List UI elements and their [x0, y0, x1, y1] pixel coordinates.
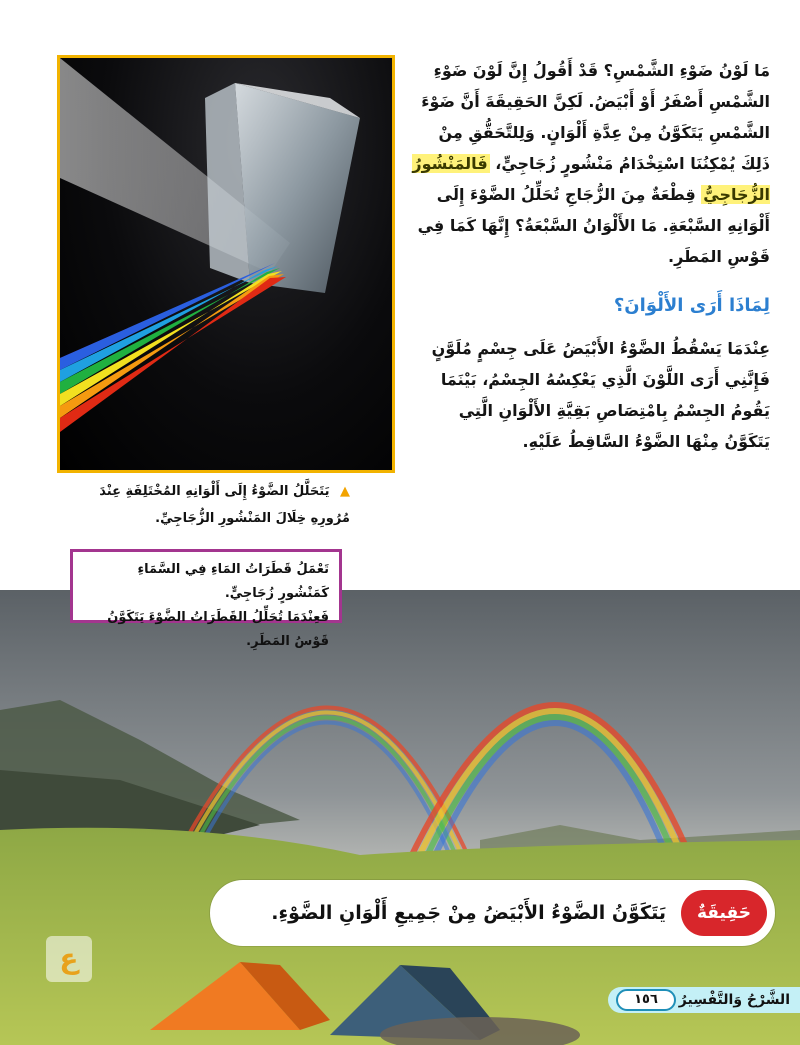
section-heading: لِمَاذَا أَرَى الأَلْوَانَ؟ — [613, 295, 770, 316]
prism-photo — [57, 55, 395, 473]
page-number: ١٥٦ — [616, 989, 676, 1011]
prism-illustration — [60, 58, 392, 470]
paragraph-prism-part2: قِطْعَةٌ مِنَ الزُّجَاجِ تُحَلِّلُ الضَّوْءَ إِلَى أَلْوَانِهِ السَّبْعَةِ. مَا الأَلْوَانُ السَّبْعَةُ؟ إِنَّهَا كَمَا فِي قَوْسِ المَطَرِ. — [417, 185, 770, 266]
fact-banner — [210, 880, 775, 946]
footer-section-label: الشَّرْحُ وَالتَّفْسِيرُ — [678, 992, 790, 1008]
glass-prism — [235, 83, 360, 293]
caption-marker-icon: ▲ — [340, 484, 350, 499]
watermark-logo — [46, 936, 92, 982]
highlighted-term: فَالمَنْشُورُ الزُّجَاجِيُّ — [412, 154, 770, 204]
paragraph-prism — [410, 55, 770, 272]
watermark-glyph-icon: ع — [59, 942, 79, 975]
prism-caption-text: يَتَحَلَّلُ الضَّوْءُ إِلَى أَلْوَانِهِ المُخْتَلِفَةِ عِنْدَ مُرُورِهِ خِلَالَ المَنْشُورِ الزُّجَاجِيِّ. — [99, 484, 350, 526]
rainbow-landscape — [0, 590, 800, 1045]
info-box-line2: فَعِنْدَمَا تُحَلِّلُ القَطَرَاتُ الضَّوْءَ يَتَكَوَّنُ قَوْسُ المَطَرِ. — [107, 610, 329, 649]
fact-tag: حَقِيقَةٌ — [681, 890, 767, 936]
paragraph-colors: عِنْدَمَا يَسْقُطُ الضَّوْءُ الأَبْيَضُ عَلَى جِسْمٍ مُلَوَّنٍ فَإِنَّنِي أَرَى اللَّوْنَ الَّذِي يَعْكِسُهُ الجِسْمُ، بَيْنَمَا يَقُومُ الجِسْمُ بِامْتِصَاصِ بَقِيَّةِ الأَلْوَانِ الَّتِي يَتَكَوَّنُ مِنْهَا الضَّوْءُ السَّاقِطُ عَلَيْهِ. — [431, 339, 770, 451]
info-box-line1: تَعْمَلُ قَطَرَاتُ المَاءِ فِي السَّمَاءِ كَمَنْشُورٍ زُجَاجِيٍّ. — [137, 562, 329, 601]
color-spectrum — [60, 263, 286, 432]
paragraph-prism-part1: مَا لَوْنُ ضَوْءِ الشَّمْسِ؟ قَدْ أَقُولُ إِنَّ لَوْنَ ضَوْءِ الشَّمْسِ أَصْفَرُ أَوْ أَبْيَضُ. لَكِنَّ الحَقِيقَةَ أَنَّ ضَوْءَ الشَّمْسِ يَتَكَوَّنُ مِنْ عِدَّةِ أَلْوَانٍ. وَلِلتَّحَقُّقِ مِنْ ذَلِكَ يُمْكِنُنَا اسْتِخْدَامُ مَنْشُورٍ زُجَاجِيٍّ، — [421, 61, 770, 173]
prism-caption — [80, 478, 350, 532]
body-text — [410, 55, 770, 457]
footer-bar — [608, 987, 800, 1013]
fact-text: يَتَكَوَّنُ الضَّوْءُ الأَبْيَضُ مِنْ جَمِيعِ أَلْوَانِ الضَّوْءِ. — [271, 902, 666, 924]
rainbow-photo — [0, 590, 800, 1045]
info-box — [70, 549, 342, 649]
